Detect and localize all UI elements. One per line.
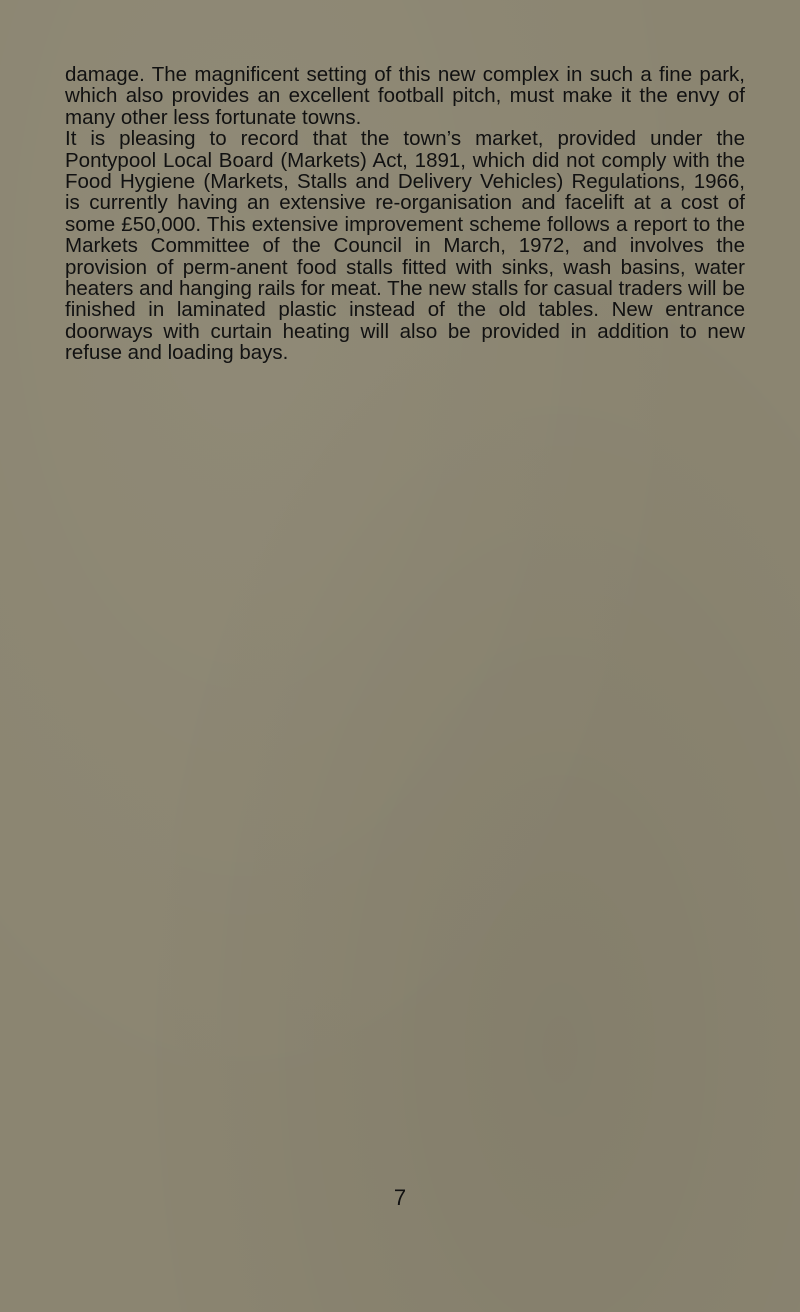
paragraph-1: damage. The magnificent setting of this new complex in such a fine park, which also provides an excellent football pitch, must make it the envy of many other less fortunate towns. — [65, 63, 745, 129]
page-number: 7 — [393, 1185, 407, 1210]
body-text — [65, 64, 745, 364]
paragraph-2: It is pleasing to record that the town’s market, provided under the Pontypool Local Board (Markets) Act, 1891, which did not comply with the Food Hygiene (Markets, Stalls and Delivery Vehicles) Regulations, 1966, is currently having an extensive re-organisation and facelift at a cost of some £50,000. This extensive improvement scheme follows a report to the Markets Committee of the Council in March, 1972, and involves the provision of perm-anent food stalls fitted with sinks, wash basins, water heaters and hanging rails for meat. The new stalls for casual traders will be finished in laminated plastic instead of the old tables. New entrance doorways with curtain heating will also be provided in addition to new refuse and loading bays. — [65, 127, 745, 365]
